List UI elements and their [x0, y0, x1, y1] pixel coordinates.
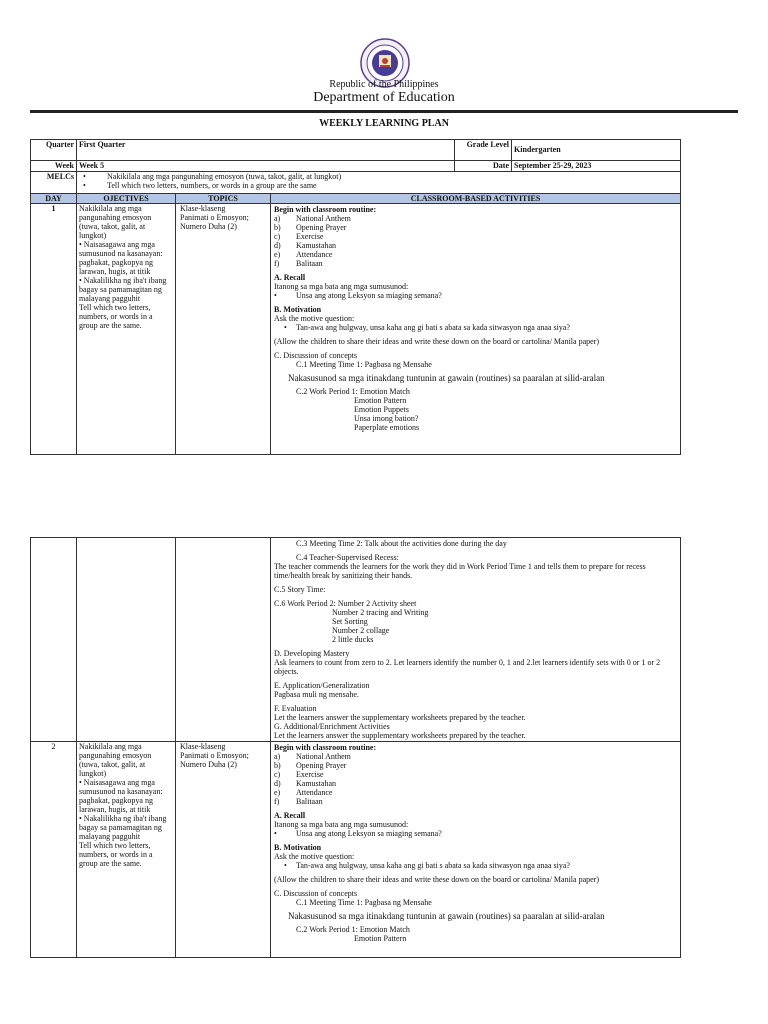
routine-item: National Anthem	[296, 752, 351, 761]
allow-text: (Allow the children to share their ideas and write these down on the board or cartolina/ Manila paper)	[274, 875, 599, 884]
work-period-1: C.2 Work Period 1: Emotion Match	[296, 925, 410, 934]
routine-item: Kamustahan	[296, 779, 336, 788]
topics-cell	[176, 204, 271, 455]
meeting-time-1: C.1 Meeting Time 1: Pagbasa ng Mensahe	[296, 898, 432, 907]
motivation-item: Tan-awa ang hulgway, unsa kaha ang gi bati s abata sa kada sitwasyon nga anaa siya?	[296, 323, 570, 332]
routine-item: Opening Prayer	[296, 223, 347, 232]
objective-item: Nakikilala ang mga pangunahing emosyon (tuwa, takot, galit, at lungkot)	[79, 204, 152, 240]
work2-item: 2 little ducks	[332, 635, 374, 644]
work2-item: Number 2 tracing and Writing	[332, 608, 429, 617]
melcs-list: • Nakikilala ang mga pangunahing emosyon (tuwa, takot, galit, at lungkot) • Tell which two letters, numbers, or words in a group are the same	[77, 172, 681, 194]
evaluation-heading: F. Evaluation	[274, 704, 317, 713]
routine-item: Attendance	[296, 250, 333, 259]
activities-cell: Begin with classroom routine: a) National Anthem b) Opening Prayer c) Exercise d) Kamustahan e) Attendance f) Balitaan A. Recall Itanong sa mga bata ang mga sumusunod: • Unsa ang atong Leksyon sa miaging semana? B. Motivation Ask the motive question: • Tan-awa ang hulgway, unsa kaha ang gi bati s abata sa kada sitwasyon nga anaa siya? (Allow the children to share their ideas and write these down on the board or cartolina/ Manila paper) C. Discussion of concepts C.1 Meeting Time 1: Pagbasa ng Mensahe Nakasusunod sa mga itinakdang tuntunin at gawain (routines) sa paaralan at silid-aralan C.2 Work Period 1: Emotion Match Emotion Pattern	[271, 742, 681, 958]
motivation-text: Ask the motive question:	[274, 852, 355, 861]
additional-heading: G. Additional/Enrichment Activities	[274, 722, 390, 731]
routine-item: Kamustahan	[296, 241, 336, 250]
work-item: Emotion Pattern	[354, 396, 407, 405]
objective-item: • Naisasagawa ang mga sumusunod na kasanayan: pagbakat, pagkopya ng larawan, hugis, at titik	[79, 778, 163, 814]
grade-value: Kindergarten	[512, 140, 681, 161]
melc-item: Tell which two letters, numbers, or words in a group are the same	[107, 181, 317, 190]
mastery-heading: D. Developing Mastery	[274, 649, 350, 658]
recall-heading: A. Recall	[274, 811, 306, 820]
col-objectives: OJECTIVES	[77, 194, 176, 204]
objective-item: Tell which two letters, numbers, or words in a group are the same.	[79, 303, 153, 330]
activities-cell: Begin with classroom routine: a) National Anthem b) Opening Prayer c) Exercise d) Kamustahan e) Attendance f) Balitaan A. Recall Itanong sa mga bata ang mga sumusunod: • Unsa ang atong Leksyon sa miaging semana? B. Motivation Ask the motive question: • Tan-awa ang hulgway, unsa kaha ang gi bati s abata sa kada sitwasyon nga anaa siya? (Allow the children to share their ideas and write these down on the board or cartolina/ Manila paper) C. Discussion of concepts C.1 Meeting Time 1: Pagbasa ng Mensahe Nakasusunod sa mga itinakdang tuntunin at gawain (routines) sa paaralan at silid-aralan C.2 Work Period 1: Emotion Match Emotion Pattern Emotion Puppets Unsa imong bation? Paperplate emotions	[271, 204, 681, 455]
topic-line: Panimati o Emosyon;	[180, 213, 249, 222]
application-heading: E. Application/Generalization	[274, 681, 370, 690]
routine-heading: Begin with classroom routine:	[274, 205, 377, 214]
routine-item: Balitaan	[296, 259, 323, 268]
allow-text: (Allow the children to share their ideas and write these down on the board or cartolina/ Manila paper)	[274, 337, 599, 346]
department-title: Department of Education	[313, 90, 455, 105]
routine-item: National Anthem	[296, 214, 351, 223]
melc-item: Nakikilala ang mga pangunahing emosyon (tuwa, takot, galit, at lungkot)	[107, 172, 342, 181]
date-label: Date	[455, 161, 512, 172]
topics-cell	[176, 742, 271, 958]
week-label: Week	[31, 161, 77, 172]
quarter-value: First Quarter	[77, 140, 455, 161]
discussion-heading: C. Discussion of concepts	[274, 889, 358, 898]
additional-text: Let the learners answer the supplementary worksheets prepared by the teacher.	[274, 731, 526, 740]
objective-item: • Naisasagawa ang mga sumusunod na kasanayan: pagbakat, pagkopya ng larawan, hugis, at titik	[79, 240, 163, 276]
application-text: Pagbasa muli ng mensahe.	[274, 690, 359, 699]
work2-item: Set Sorting	[332, 617, 368, 626]
objectives-cell	[77, 204, 176, 455]
routine-item: Balitaan	[296, 797, 323, 806]
routine-item: Attendance	[296, 788, 333, 797]
objectives-cell	[77, 742, 176, 958]
mastery-text: Ask learners to count from zero to 2. Let learners identify the number 0, 1 and 2.let learners identify sets with 0 or 1 or 2 objects.	[274, 658, 661, 676]
weekly-plan-table-page1	[30, 139, 681, 455]
week-value: Week 5	[77, 161, 455, 172]
republic-label: Republic of the Philippines	[329, 79, 439, 90]
story-time: C.5 Story Time:	[274, 585, 326, 594]
topic-line: Klase-klaseng	[180, 742, 226, 751]
motivation-heading: B. Motivation	[274, 305, 322, 314]
work-item: Emotion Puppets	[354, 405, 409, 414]
motivation-text: Ask the motive question:	[274, 314, 355, 323]
recall-text: Itanong sa mga bata ang mga sumusunod:	[274, 820, 409, 829]
routine-item: Exercise	[296, 232, 324, 241]
meeting-time-1: C.1 Meeting Time 1: Pagbasa ng Mensahe	[296, 360, 432, 369]
work-item: Unsa imong bation?	[354, 414, 419, 423]
header-divider	[30, 110, 738, 113]
routine-item: Opening Prayer	[296, 761, 347, 770]
recall-item: Unsa ang atong Leksyon sa miaging semana?	[296, 291, 442, 300]
routine-item: Exercise	[296, 770, 324, 779]
recess-heading: C.4 Teacher-Supervised Recess:	[296, 553, 399, 562]
work2-item: Number 2 collage	[332, 626, 390, 635]
quarter-label: Quarter	[31, 140, 77, 161]
work-period-2: C.6 Work Period 2: Number 2 Activity sheet	[274, 599, 417, 608]
col-activities: CLASSROOM-BASED ACTIVITIES	[271, 194, 681, 204]
weekly-plan-table-page2	[30, 537, 681, 958]
col-topics: TOPICS	[176, 194, 271, 204]
topic-line: Numero Duha (2)	[180, 760, 237, 769]
objective-item: • Nakalilikha ng iba't ibang bagay sa pamamagitan ng malayang pagguhit	[79, 814, 167, 841]
work-item: Paperplate emotions	[354, 423, 420, 432]
grade-label: Grade Level	[455, 140, 512, 161]
day-number: 2	[31, 742, 77, 958]
melcs-label: MELCs	[31, 172, 77, 194]
objective-item: • Nakalilikha ng iba't ibang bagay sa pamamagitan ng malayang pagguhit	[79, 276, 167, 303]
evaluation-text: Let the learners answer the supplementary worksheets prepared by the teacher.	[274, 713, 526, 722]
routine-heading: Begin with classroom routine:	[274, 743, 377, 752]
work-period-1: C.2 Work Period 1: Emotion Match	[296, 387, 410, 396]
recall-text: Itanong sa mga bata ang mga sumusunod:	[274, 282, 409, 291]
topic-line: Klase-klaseng	[180, 204, 226, 213]
discussion-heading: C. Discussion of concepts	[274, 351, 358, 360]
motivation-heading: B. Motivation	[274, 843, 322, 852]
date-value: September 25-29, 2023	[512, 161, 681, 172]
meeting-time-2: C.3 Meeting Time 2: Talk about the activities done during the day	[296, 539, 507, 548]
topic-line: Panimati o Emosyon;	[180, 751, 249, 760]
routine-statement: Nakasusunod sa mga itinakdang tuntunin at gawain (routines) sa paaralan at silid-aralan	[288, 911, 605, 921]
plan-title: WEEKLY LEARNING PLAN	[319, 118, 449, 129]
recess-text: The teacher commends the learners for the work they did in Work Period Time 1 and tells them to prepare for recess time/health break by sanitizing their hands.	[274, 562, 646, 580]
routine-statement: Nakasusunod sa mga itinakdang tuntunin at gawain (routines) sa paaralan at silid-aralan	[288, 373, 605, 383]
objective-item: Nakikilala ang mga pangunahing emosyon (tuwa, takot, galit, at lungkot)	[79, 742, 152, 778]
recall-item: Unsa ang atong Leksyon sa miaging semana?	[296, 829, 442, 838]
topic-line: Numero Duha (2)	[180, 222, 237, 231]
objective-item: Tell which two letters, numbers, or words in a group are the same.	[79, 841, 153, 868]
motivation-item: Tan-awa ang hulgway, unsa kaha ang gi bati s abata sa kada sitwasyon nga anaa siya?	[296, 861, 570, 870]
recall-heading: A. Recall	[274, 273, 306, 282]
day-number: 1	[31, 204, 77, 455]
col-day: DAY	[31, 194, 77, 204]
activities-continued-cell	[271, 538, 681, 742]
work-item: Emotion Pattern	[354, 934, 407, 943]
